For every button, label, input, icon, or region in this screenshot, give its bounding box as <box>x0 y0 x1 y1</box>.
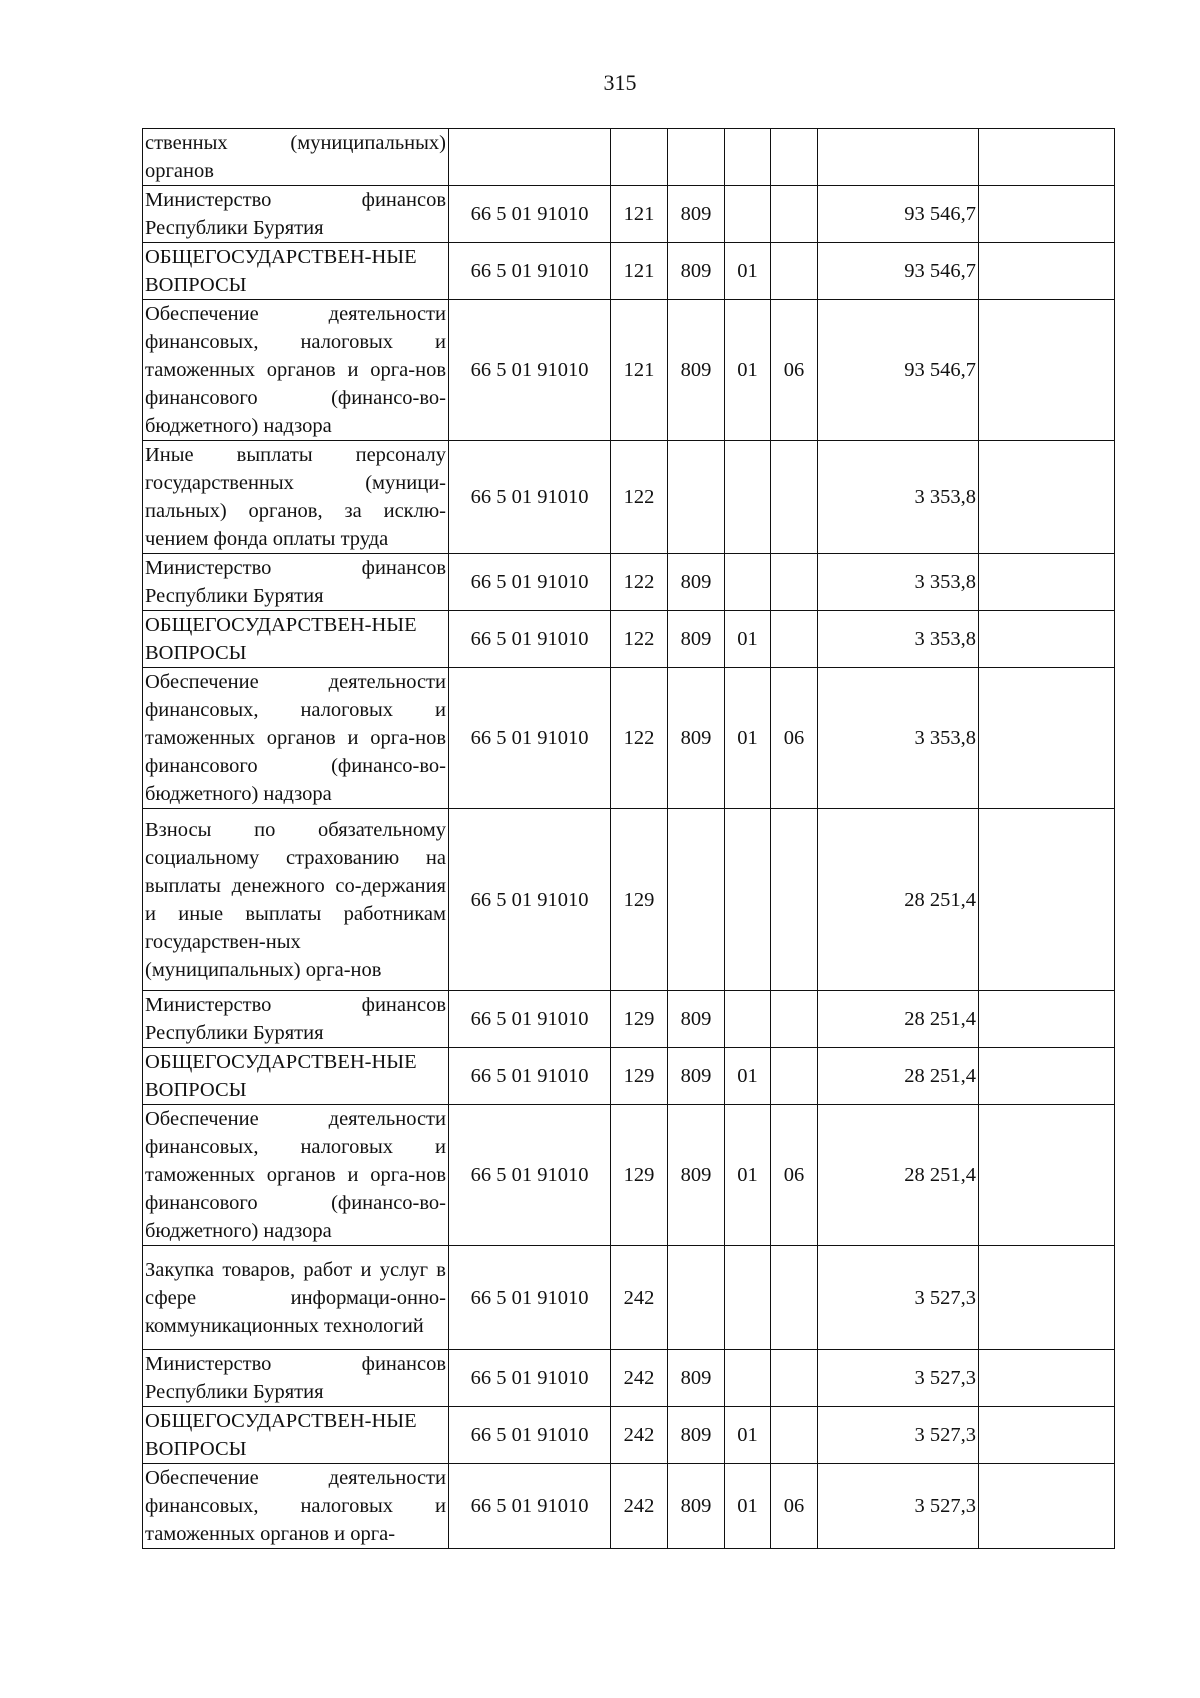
target-code-cell: 66 5 01 91010 <box>449 668 611 809</box>
expense-type-cell: 121 <box>611 186 668 243</box>
amount-cell: 93 546,7 <box>818 186 979 243</box>
administrator-code-cell: 809 <box>668 1048 725 1105</box>
expense-type-cell: 242 <box>611 1407 668 1464</box>
extra-cell <box>979 1407 1115 1464</box>
extra-cell <box>979 1464 1115 1549</box>
target-code-cell: 66 5 01 91010 <box>449 611 611 668</box>
expense-type-cell: 122 <box>611 668 668 809</box>
subsection-code-cell <box>771 554 818 611</box>
section-code-cell: 01 <box>725 1464 771 1549</box>
budget-table <box>142 128 1115 1549</box>
target-code-cell: 66 5 01 91010 <box>449 809 611 991</box>
expense-type-cell: 122 <box>611 441 668 554</box>
extra-cell <box>979 129 1115 186</box>
expense-type-cell: 242 <box>611 1350 668 1407</box>
administrator-code-cell: 809 <box>668 1105 725 1246</box>
expense-type-cell: 129 <box>611 809 668 991</box>
table-row <box>143 611 1115 668</box>
expense-type-cell: 122 <box>611 554 668 611</box>
administrator-code-cell: 809 <box>668 668 725 809</box>
subsection-code-cell <box>771 1407 818 1464</box>
amount-cell: 28 251,4 <box>818 1105 979 1246</box>
administrator-code-cell <box>668 441 725 554</box>
expense-type-cell: 242 <box>611 1246 668 1350</box>
item-name-cell: Министерство финансов Республики Бурятия <box>143 991 449 1048</box>
item-name-cell: ОБЩЕГОСУДАРСТВЕН-НЫЕ ВОПРОСЫ <box>143 611 449 668</box>
subsection-code-cell <box>771 991 818 1048</box>
amount-cell: 28 251,4 <box>818 1048 979 1105</box>
extra-cell <box>979 186 1115 243</box>
amount-cell: 3 353,8 <box>818 668 979 809</box>
target-code-cell: 66 5 01 91010 <box>449 991 611 1048</box>
table-row <box>143 554 1115 611</box>
subsection-code-cell <box>771 129 818 186</box>
subsection-code-cell: 06 <box>771 1464 818 1549</box>
table-row <box>143 1105 1115 1246</box>
administrator-code-cell <box>668 809 725 991</box>
table-row <box>143 1246 1115 1350</box>
item-name-cell: ОБЩЕГОСУДАРСТВЕН-НЫЕ ВОПРОСЫ <box>143 243 449 300</box>
target-code-cell: 66 5 01 91010 <box>449 1048 611 1105</box>
target-code-cell <box>449 129 611 186</box>
section-code-cell <box>725 129 771 186</box>
expense-type-cell <box>611 129 668 186</box>
extra-cell <box>979 611 1115 668</box>
item-name-cell: ОБЩЕГОСУДАРСТВЕН-НЫЕ ВОПРОСЫ <box>143 1048 449 1105</box>
extra-cell <box>979 1350 1115 1407</box>
extra-cell <box>979 668 1115 809</box>
item-name-cell: Министерство финансов Республики Бурятия <box>143 554 449 611</box>
section-code-cell <box>725 186 771 243</box>
item-name-cell: Обеспечение деятельности финансовых, налоговых и таможенных органов и орга-нов финансового (финансо-во-бюджетного) надзора <box>143 300 449 441</box>
target-code-cell: 66 5 01 91010 <box>449 186 611 243</box>
table-row <box>143 1464 1115 1549</box>
administrator-code-cell: 809 <box>668 243 725 300</box>
administrator-code-cell: 809 <box>668 186 725 243</box>
table-body <box>143 129 1115 1549</box>
target-code-cell: 66 5 01 91010 <box>449 1105 611 1246</box>
item-name-cell: Министерство финансов Республики Бурятия <box>143 1350 449 1407</box>
extra-cell <box>979 441 1115 554</box>
subsection-code-cell <box>771 186 818 243</box>
extra-cell <box>979 809 1115 991</box>
section-code-cell: 01 <box>725 300 771 441</box>
extra-cell <box>979 243 1115 300</box>
extra-cell <box>979 300 1115 441</box>
amount-cell: 3 353,8 <box>818 554 979 611</box>
table-row <box>143 186 1115 243</box>
item-name-cell: Иные выплаты персоналу государственных (муници-пальных) органов, за исклю-чением фонда оплаты труда <box>143 441 449 554</box>
page-number: 315 <box>603 70 637 95</box>
subsection-code-cell <box>771 441 818 554</box>
extra-cell <box>979 1048 1115 1105</box>
administrator-code-cell: 809 <box>668 1350 725 1407</box>
extra-cell <box>979 1246 1115 1350</box>
target-code-cell: 66 5 01 91010 <box>449 441 611 554</box>
item-name-cell: Обеспечение деятельности финансовых, налоговых и таможенных органов и орга-нов финансового (финансо-во-бюджетного) надзора <box>143 668 449 809</box>
table-row <box>143 991 1115 1048</box>
amount-cell: 93 546,7 <box>818 243 979 300</box>
item-name-cell: Министерство финансов Республики Бурятия <box>143 186 449 243</box>
item-name-cell: Взносы по обязательному социальному страхованию на выплаты денежного со-держания и иные выплаты работникам государствен-ных (муниципальных) орга-нов <box>143 809 449 991</box>
subsection-code-cell <box>771 1048 818 1105</box>
expense-type-cell: 129 <box>611 991 668 1048</box>
table-row <box>143 441 1115 554</box>
item-name-cell: ственных (муниципальных) органов <box>143 129 449 186</box>
subsection-code-cell: 06 <box>771 1105 818 1246</box>
administrator-code-cell: 809 <box>668 554 725 611</box>
expense-type-cell: 129 <box>611 1048 668 1105</box>
amount-cell: 93 546,7 <box>818 300 979 441</box>
subsection-code-cell <box>771 243 818 300</box>
amount-cell: 3 527,3 <box>818 1350 979 1407</box>
table-row <box>143 1048 1115 1105</box>
expense-type-cell: 242 <box>611 1464 668 1549</box>
section-code-cell <box>725 441 771 554</box>
target-code-cell: 66 5 01 91010 <box>449 1464 611 1549</box>
target-code-cell: 66 5 01 91010 <box>449 243 611 300</box>
target-code-cell: 66 5 01 91010 <box>449 300 611 441</box>
amount-cell: 28 251,4 <box>818 809 979 991</box>
amount-cell: 28 251,4 <box>818 991 979 1048</box>
item-name-cell: Обеспечение деятельности финансовых, налоговых и таможенных органов и орга- <box>143 1464 449 1549</box>
table-row <box>143 243 1115 300</box>
section-code-cell <box>725 554 771 611</box>
target-code-cell: 66 5 01 91010 <box>449 1407 611 1464</box>
table-row <box>143 129 1115 186</box>
amount-cell: 3 527,3 <box>818 1464 979 1549</box>
section-code-cell: 01 <box>725 1048 771 1105</box>
amount-cell: 3 353,8 <box>818 441 979 554</box>
item-name-cell: Закупка товаров, работ и услуг в сфере информаци-онно-коммуникационных технологий <box>143 1246 449 1350</box>
section-code-cell: 01 <box>725 1407 771 1464</box>
administrator-code-cell <box>668 129 725 186</box>
extra-cell <box>979 554 1115 611</box>
table-row <box>143 809 1115 991</box>
target-code-cell: 66 5 01 91010 <box>449 554 611 611</box>
section-code-cell <box>725 1350 771 1407</box>
section-code-cell: 01 <box>725 243 771 300</box>
amount-cell: 3 527,3 <box>818 1407 979 1464</box>
expense-type-cell: 122 <box>611 611 668 668</box>
target-code-cell: 66 5 01 91010 <box>449 1246 611 1350</box>
expense-type-cell: 121 <box>611 300 668 441</box>
expense-type-cell: 121 <box>611 243 668 300</box>
administrator-code-cell <box>668 1246 725 1350</box>
section-code-cell: 01 <box>725 1105 771 1246</box>
subsection-code-cell <box>771 1350 818 1407</box>
expense-type-cell: 129 <box>611 1105 668 1246</box>
amount-cell: 3 353,8 <box>818 611 979 668</box>
extra-cell <box>979 991 1115 1048</box>
section-code-cell: 01 <box>725 611 771 668</box>
administrator-code-cell: 809 <box>668 611 725 668</box>
table-row <box>143 300 1115 441</box>
item-name-cell: Обеспечение деятельности финансовых, налоговых и таможенных органов и орга-нов финансового (финансо-во-бюджетного) надзора <box>143 1105 449 1246</box>
administrator-code-cell: 809 <box>668 991 725 1048</box>
section-code-cell: 01 <box>725 668 771 809</box>
administrator-code-cell: 809 <box>668 300 725 441</box>
table-row <box>143 668 1115 809</box>
amount-cell <box>818 129 979 186</box>
section-code-cell <box>725 1246 771 1350</box>
extra-cell <box>979 1105 1115 1246</box>
item-name-cell: ОБЩЕГОСУДАРСТВЕН-НЫЕ ВОПРОСЫ <box>143 1407 449 1464</box>
target-code-cell: 66 5 01 91010 <box>449 1350 611 1407</box>
subsection-code-cell <box>771 809 818 991</box>
administrator-code-cell: 809 <box>668 1407 725 1464</box>
section-code-cell <box>725 991 771 1048</box>
table-row <box>143 1350 1115 1407</box>
amount-cell: 3 527,3 <box>818 1246 979 1350</box>
table-row <box>143 1407 1115 1464</box>
subsection-code-cell <box>771 611 818 668</box>
subsection-code-cell: 06 <box>771 300 818 441</box>
section-code-cell <box>725 809 771 991</box>
subsection-code-cell <box>771 1246 818 1350</box>
subsection-code-cell: 06 <box>771 668 818 809</box>
administrator-code-cell: 809 <box>668 1464 725 1549</box>
